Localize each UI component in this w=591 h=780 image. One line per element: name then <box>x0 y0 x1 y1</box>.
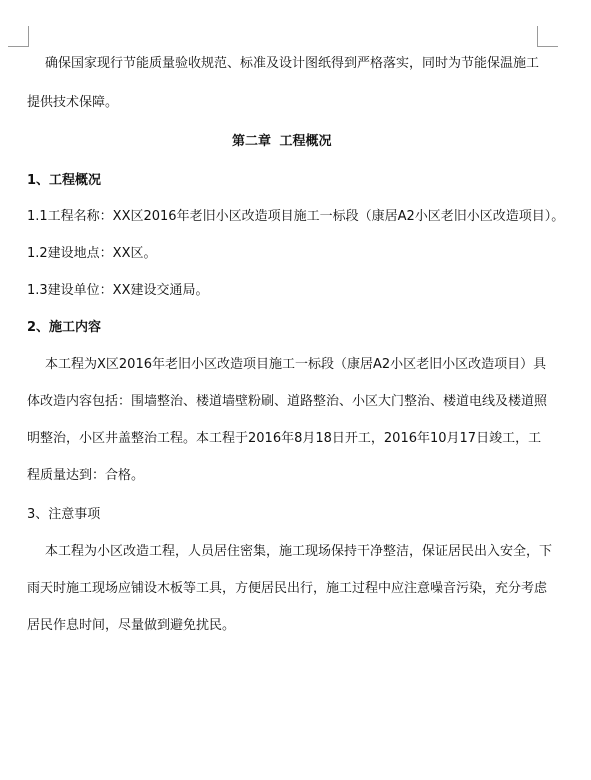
section-heading: 3、注意事项 <box>27 507 101 522</box>
chapter-title: 第二章 工程概况 <box>232 134 332 149</box>
paragraph-line: 体改造内容包括：围墙整治、楼道墙壁粉刷、道路整治、小区大门整治、楼道电线及楼道照 <box>27 394 548 409</box>
paragraph-line: 明整治，小区井盖整治工程。本工程于2016年8月18日开工，2016年10月17日竣工，工 <box>27 431 542 446</box>
project-name-line: 1.1工程名称：XX区2016年老旧小区改造项目施工一标段（康居A2小区老旧小区改造项目）。 <box>27 209 565 224</box>
project-location-line: 1.2建设地点：XX区。 <box>27 246 157 261</box>
section-heading: 1、工程概况 <box>27 173 102 188</box>
page-corner-mark-right <box>537 26 558 47</box>
paragraph-line: 提供技术保障。 <box>27 95 119 110</box>
section-heading: 2、施工内容 <box>27 320 102 335</box>
page-corner-mark-left <box>8 26 29 47</box>
paragraph-line: 本工程为X区2016年老旧小区改造项目施工一标段（康居A2小区老旧小区改造项目）具 <box>45 357 547 372</box>
paragraph-line: 程质量达到：合格。 <box>27 468 145 483</box>
paragraph-line: 确保国家现行节能质量验收规范、标准及设计图纸得到严格落实，同时为节能保温施工 <box>45 56 540 71</box>
paragraph-line: 本工程为小区改造工程，人员居住密集，施工现场保持干净整洁，保证居民出入安全，下 <box>45 544 553 559</box>
paragraph-line: 居民作息时间，尽量做到避免扰民。 <box>27 618 236 633</box>
construction-unit-line: 1.3建设单位：XX建设交通局。 <box>27 283 209 298</box>
paragraph-line: 雨天时施工现场应铺设木板等工具，方便居民出行，施工过程中应注意噪音污染，充分考虑 <box>27 581 548 596</box>
